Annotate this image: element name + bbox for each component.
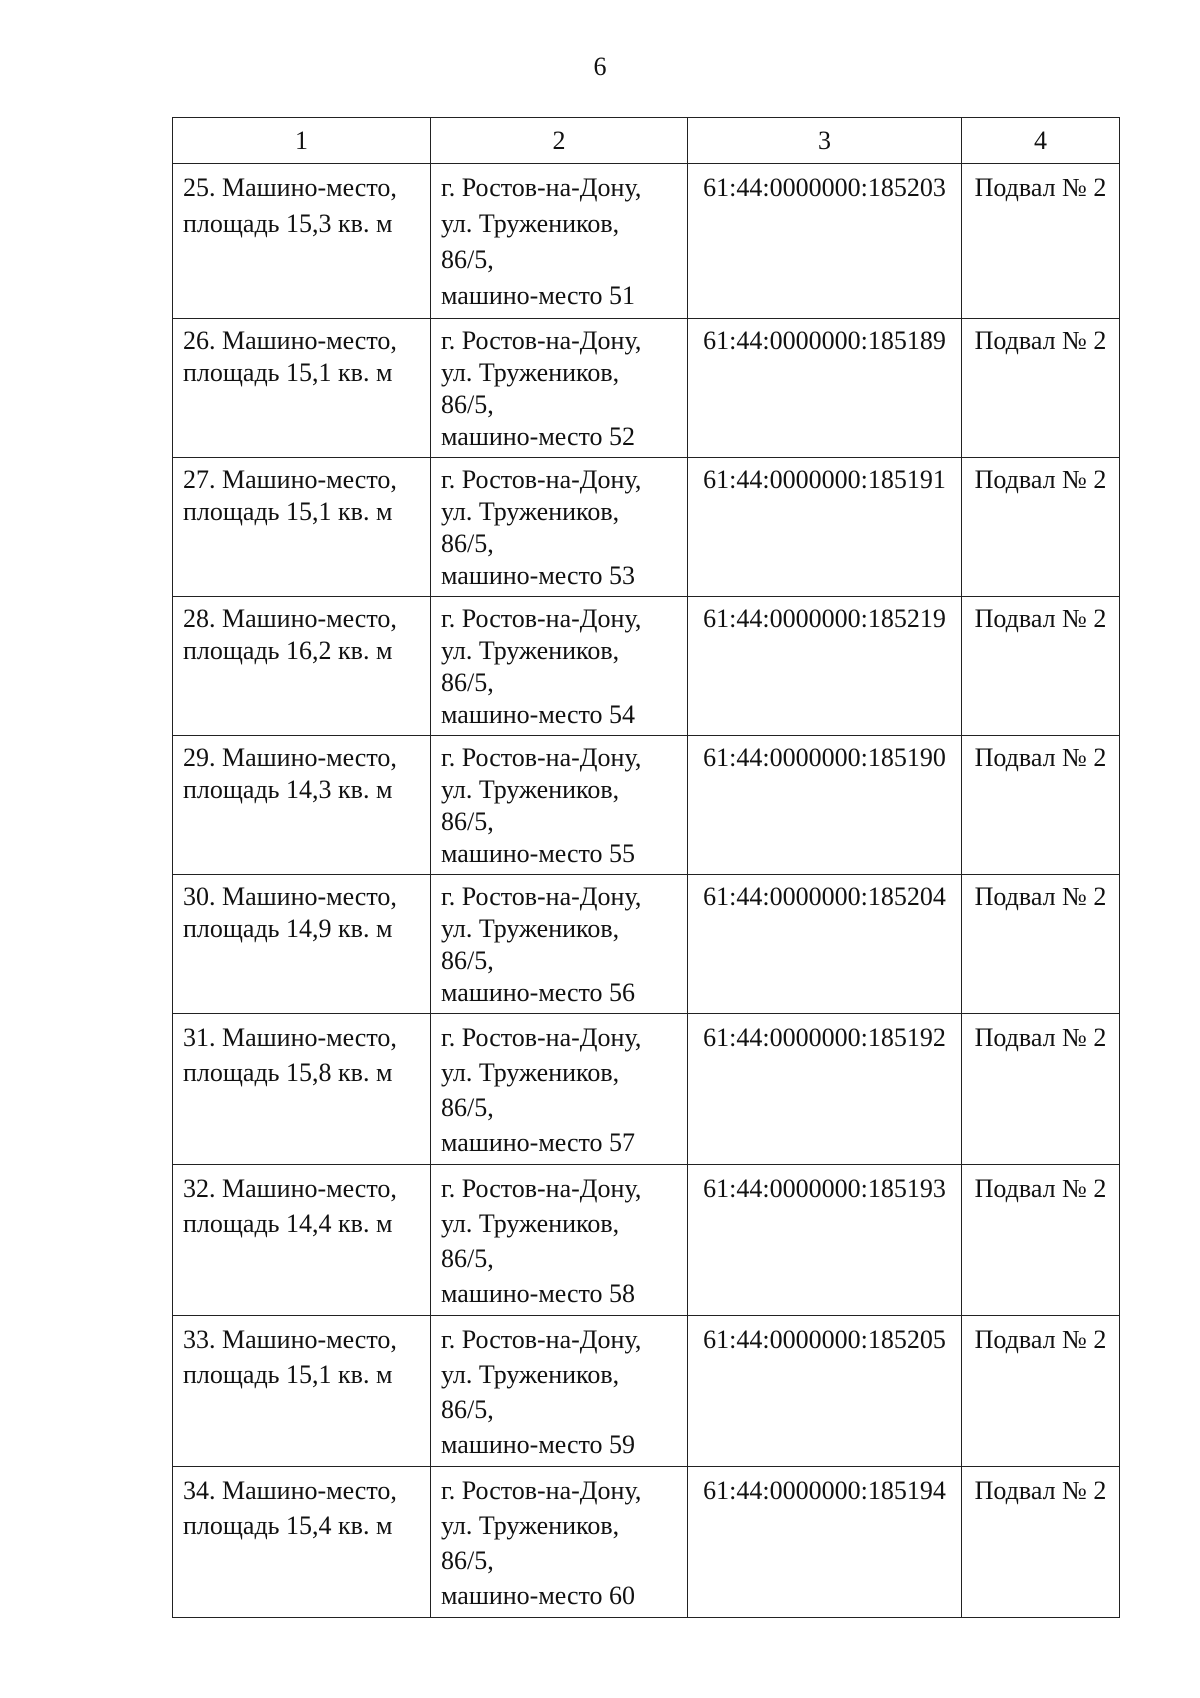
cadastral-number: 61:44:0000000:185192 — [703, 1023, 946, 1052]
cadastral-number: 61:44:0000000:185205 — [703, 1325, 946, 1354]
cadastral-number: 61:44:0000000:185190 — [703, 743, 946, 772]
location-cell — [962, 736, 1120, 875]
table-row — [173, 1467, 1120, 1618]
object-description-line: 30. Машино-место, — [183, 882, 397, 911]
address-building: 86/5, — [441, 390, 494, 419]
address-street: ул. Тружеников, — [441, 914, 620, 943]
object-description-line: 26. Машино-место, — [183, 326, 397, 355]
object-area-line: площадь 15,1 кв. м — [183, 1360, 393, 1389]
object-area-line: площадь 15,8 кв. м — [183, 1058, 393, 1087]
location-cell — [962, 319, 1120, 458]
location-cell — [962, 875, 1120, 1014]
address-space: машино-место 53 — [441, 561, 636, 590]
cadastral-number: 61:44:0000000:185189 — [703, 326, 946, 355]
object-description-line: 33. Машино-место, — [183, 1325, 397, 1354]
address-building: 86/5, — [441, 946, 494, 975]
location-cell — [962, 458, 1120, 597]
address-space: машино-место 58 — [441, 1279, 636, 1308]
table-row — [173, 875, 1120, 1014]
address-street: ул. Тружеников, — [441, 209, 620, 238]
address-city: г. Ростов-на-Дону, — [441, 743, 642, 772]
address-city: г. Ростов-на-Дону, — [441, 326, 642, 355]
table-row — [173, 164, 1120, 319]
location-cell — [962, 1316, 1120, 1467]
table-row — [173, 458, 1120, 597]
location-basement: Подвал № 2 — [974, 743, 1107, 772]
parking-spaces-table — [172, 117, 1120, 1618]
object-description-cell — [173, 164, 431, 319]
object-area-line: площадь 15,4 кв. м — [183, 1511, 393, 1540]
cadastral-number: 61:44:0000000:185191 — [703, 465, 946, 494]
cadastral-number-cell — [688, 164, 962, 319]
cadastral-number-cell — [688, 319, 962, 458]
location-basement: Подвал № 2 — [974, 1023, 1107, 1052]
address-street: ул. Тружеников, — [441, 1058, 620, 1087]
object-description-line: 28. Машино-место, — [183, 604, 397, 633]
object-description-line: 34. Машино-место, — [183, 1476, 397, 1505]
table-body — [173, 164, 1120, 1618]
object-description-cell — [173, 1316, 431, 1467]
object-area-line: площадь 14,9 кв. м — [183, 914, 393, 943]
location-cell — [962, 164, 1120, 319]
cadastral-number: 61:44:0000000:185194 — [703, 1476, 946, 1505]
column-header-3: 3 — [688, 118, 962, 164]
table-row — [173, 736, 1120, 875]
address-cell — [431, 1467, 688, 1618]
address-city: г. Ростов-на-Дону, — [441, 1174, 642, 1203]
address-street: ул. Тружеников, — [441, 636, 620, 665]
location-basement: Подвал № 2 — [974, 326, 1107, 355]
address-space: машино-место 60 — [441, 1581, 636, 1610]
location-basement: Подвал № 2 — [974, 604, 1107, 633]
location-basement: Подвал № 2 — [974, 882, 1107, 911]
table-row — [173, 1014, 1120, 1165]
address-building: 86/5, — [441, 245, 494, 274]
location-basement: Подвал № 2 — [974, 465, 1107, 494]
address-cell — [431, 597, 688, 736]
object-area-line: площадь 14,3 кв. м — [183, 775, 393, 804]
cadastral-number-cell — [688, 1014, 962, 1165]
address-building: 86/5, — [441, 1395, 494, 1424]
address-city: г. Ростов-на-Дону, — [441, 1023, 642, 1052]
object-description-line: 29. Машино-место, — [183, 743, 397, 772]
object-area-line: площадь 15,1 кв. м — [183, 358, 393, 387]
cadastral-number-cell — [688, 458, 962, 597]
address-building: 86/5, — [441, 1093, 494, 1122]
cadastral-number: 61:44:0000000:185204 — [703, 882, 946, 911]
address-building: 86/5, — [441, 1244, 494, 1273]
object-description-cell — [173, 319, 431, 458]
address-city: г. Ростов-на-Дону, — [441, 1325, 642, 1354]
address-city: г. Ростов-на-Дону, — [441, 1476, 642, 1505]
object-description-cell — [173, 875, 431, 1014]
table-row — [173, 319, 1120, 458]
address-street: ул. Тружеников, — [441, 358, 620, 387]
location-basement: Подвал № 2 — [974, 1325, 1107, 1354]
address-street: ул. Тружеников, — [441, 497, 620, 526]
location-cell — [962, 1165, 1120, 1316]
object-description-cell — [173, 458, 431, 597]
location-basement: Подвал № 2 — [974, 173, 1107, 202]
address-city: г. Ростов-на-Дону, — [441, 604, 642, 633]
address-cell — [431, 319, 688, 458]
address-city: г. Ростов-на-Дону, — [441, 465, 642, 494]
object-area-line: площадь 15,3 кв. м — [183, 209, 393, 238]
column-header-1: 1 — [173, 118, 431, 164]
object-description-cell — [173, 597, 431, 736]
object-description-cell — [173, 1014, 431, 1165]
address-city: г. Ростов-на-Дону, — [441, 173, 642, 202]
object-description-line: 32. Машино-место, — [183, 1174, 397, 1203]
object-description-cell — [173, 1165, 431, 1316]
address-building: 86/5, — [441, 529, 494, 558]
object-description-cell — [173, 1467, 431, 1618]
cadastral-number: 61:44:0000000:185219 — [703, 604, 946, 633]
object-description-line: 27. Машино-место, — [183, 465, 397, 494]
address-street: ул. Тружеников, — [441, 775, 620, 804]
address-building: 86/5, — [441, 1546, 494, 1575]
table-header-row — [173, 118, 1120, 164]
location-cell — [962, 1467, 1120, 1618]
column-header-4: 4 — [962, 118, 1120, 164]
address-space: машино-место 59 — [441, 1430, 636, 1459]
address-street: ул. Тружеников, — [441, 1360, 620, 1389]
cadastral-number-cell — [688, 1165, 962, 1316]
address-cell — [431, 458, 688, 597]
cadastral-number-cell — [688, 1316, 962, 1467]
object-area-line: площадь 16,2 кв. м — [183, 636, 393, 665]
object-description-cell — [173, 736, 431, 875]
page-number: 6 — [593, 52, 607, 81]
cadastral-number-cell — [688, 736, 962, 875]
address-street: ул. Тружеников, — [441, 1209, 620, 1238]
table-row — [173, 1165, 1120, 1316]
address-cell — [431, 1014, 688, 1165]
table-row — [173, 597, 1120, 736]
address-cell — [431, 1165, 688, 1316]
cadastral-number-cell — [688, 1467, 962, 1618]
address-city: г. Ростов-на-Дону, — [441, 882, 642, 911]
address-cell — [431, 736, 688, 875]
address-space: машино-место 56 — [441, 978, 636, 1007]
address-space: машино-место 51 — [441, 281, 636, 310]
address-building: 86/5, — [441, 668, 494, 697]
cadastral-number-cell — [688, 875, 962, 1014]
location-cell — [962, 597, 1120, 736]
location-basement: Подвал № 2 — [974, 1476, 1107, 1505]
address-space: машино-место 55 — [441, 839, 636, 868]
object-area-line: площадь 15,1 кв. м — [183, 497, 393, 526]
object-area-line: площадь 14,4 кв. м — [183, 1209, 393, 1238]
column-header-2: 2 — [431, 118, 688, 164]
cadastral-number: 61:44:0000000:185193 — [703, 1174, 946, 1203]
address-cell — [431, 164, 688, 319]
address-cell — [431, 1316, 688, 1467]
address-building: 86/5, — [441, 807, 494, 836]
address-space: машино-место 54 — [441, 700, 636, 729]
cadastral-number: 61:44:0000000:185203 — [703, 173, 946, 202]
location-basement: Подвал № 2 — [974, 1174, 1107, 1203]
cadastral-number-cell — [688, 597, 962, 736]
address-cell — [431, 875, 688, 1014]
location-cell — [962, 1014, 1120, 1165]
address-space: машино-место 52 — [441, 422, 636, 451]
table-row — [173, 1316, 1120, 1467]
object-description-line: 31. Машино-место, — [183, 1023, 397, 1052]
address-space: машино-место 57 — [441, 1128, 636, 1157]
object-description-line: 25. Машино-место, — [183, 173, 397, 202]
address-street: ул. Тружеников, — [441, 1511, 620, 1540]
